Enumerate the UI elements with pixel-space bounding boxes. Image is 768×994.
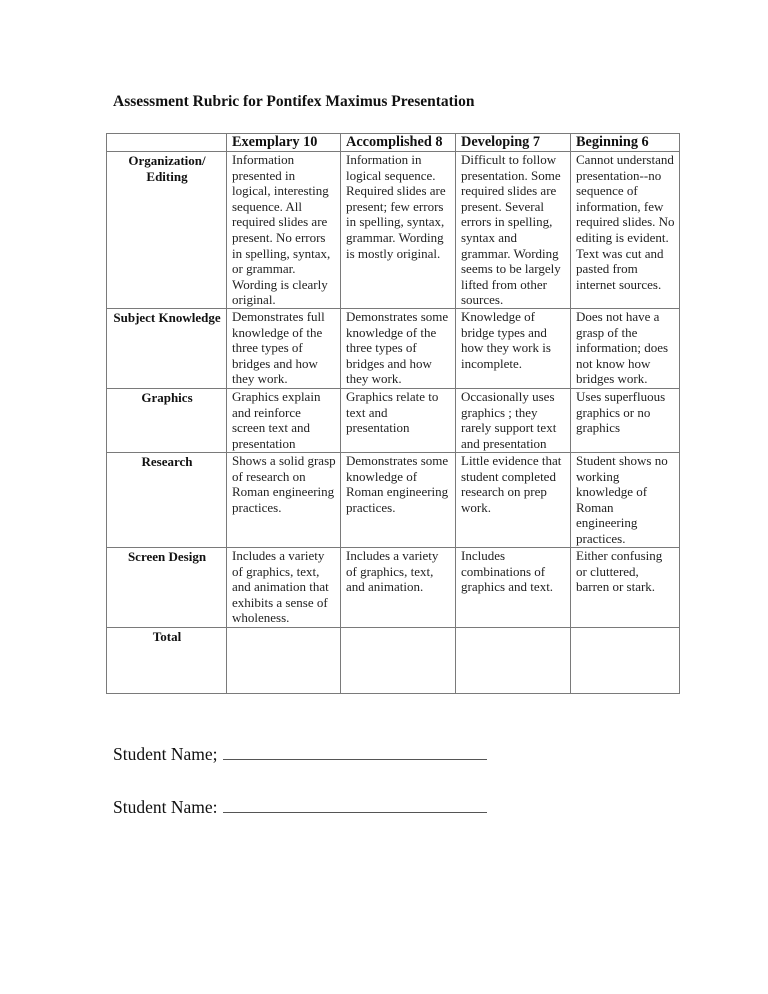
table-row	[107, 452, 680, 547]
cell-developing: Includes combinations of graphics and text.	[456, 547, 571, 627]
cell-developing: Knowledge of bridge types and how they work is incomplete.	[456, 308, 571, 388]
cell-accomplished: Demonstrates some knowledge of the three types of bridges and how they work.	[341, 308, 456, 388]
cell-beginning: Student shows no working knowledge of Roman engineering practices.	[571, 452, 680, 547]
criterion-total: Total	[107, 627, 227, 693]
student-name-label: Student Name;	[113, 744, 218, 764]
cell-beginning: Does not have a grasp of the information; does not know how bridges work.	[571, 308, 680, 388]
criterion-subject-knowledge: Subject Knowledge	[107, 308, 227, 388]
table-row	[107, 308, 680, 388]
document-title: Assessment Rubric for Pontifex Maximus Presentation	[113, 93, 475, 110]
cell-exemplary: Information presented in logical, interesting sequence. All required slides are present. No errors in spelling, syntax, or grammar. Wording is clearly original.	[227, 152, 341, 309]
header-developing: Developing 7	[456, 134, 571, 152]
header-exemplary: Exemplary 10	[227, 134, 341, 152]
cell-developing: Little evidence that student completed research on prep work.	[456, 452, 571, 547]
cell-exemplary: Graphics explain and reinforce screen text and presentation	[227, 388, 341, 452]
criterion-organization: Organization/ Editing	[107, 152, 227, 309]
cell-accomplished: Includes a variety of graphics, text, and animation.	[341, 547, 456, 627]
table-row-total	[107, 627, 680, 693]
student-name-label: Student Name:	[113, 797, 218, 817]
cell-accomplished: Demonstrates some knowledge of Roman engineering practices.	[341, 452, 456, 547]
rubric-table	[106, 133, 680, 694]
total-cell-developing[interactable]	[456, 627, 571, 693]
cell-beginning: Either confusing or cluttered, barren or stark.	[571, 547, 680, 627]
student-name-blank[interactable]	[223, 744, 487, 760]
criterion-research: Research	[107, 452, 227, 547]
student-name-blank[interactable]	[223, 797, 487, 813]
criterion-screen-design: Screen Design	[107, 547, 227, 627]
table-row	[107, 547, 680, 627]
cell-developing: Occasionally uses graphics ; they rarely support text and presentation	[456, 388, 571, 452]
student-name-line-1	[113, 744, 487, 765]
table-row	[107, 152, 680, 309]
cell-accomplished: Information in logical sequence. Required slides are present; few errors in spelling, syntax, grammar. Wording is mostly original.	[341, 152, 456, 309]
header-beginning: Beginning 6	[571, 134, 680, 152]
student-name-line-2	[113, 797, 487, 818]
criterion-graphics: Graphics	[107, 388, 227, 452]
cell-exemplary: Demonstrates full knowledge of the three types of bridges and how they work.	[227, 308, 341, 388]
header-accomplished: Accomplished 8	[341, 134, 456, 152]
cell-developing: Difficult to follow presentation. Some required slides are present. Several errors in spelling, syntax and grammar. Wording seems to be largely lifted from other sources.	[456, 152, 571, 309]
cell-exemplary: Shows a solid grasp of research on Roman engineering practices.	[227, 452, 341, 547]
table-row	[107, 388, 680, 452]
total-cell-exemplary[interactable]	[227, 627, 341, 693]
cell-accomplished: Graphics relate to text and presentation	[341, 388, 456, 452]
table-header-row	[107, 134, 680, 152]
cell-exemplary: Includes a variety of graphics, text, and animation that exhibits a sense of wholeness.	[227, 547, 341, 627]
header-blank	[107, 134, 227, 152]
cell-beginning: Uses superfluous graphics or no graphics	[571, 388, 680, 452]
total-cell-beginning[interactable]	[571, 627, 680, 693]
total-cell-accomplished[interactable]	[341, 627, 456, 693]
cell-beginning: Cannot understand presentation--no sequence of information, few required slides. No editing is evident. Text was cut and pasted from internet sources.	[571, 152, 680, 309]
